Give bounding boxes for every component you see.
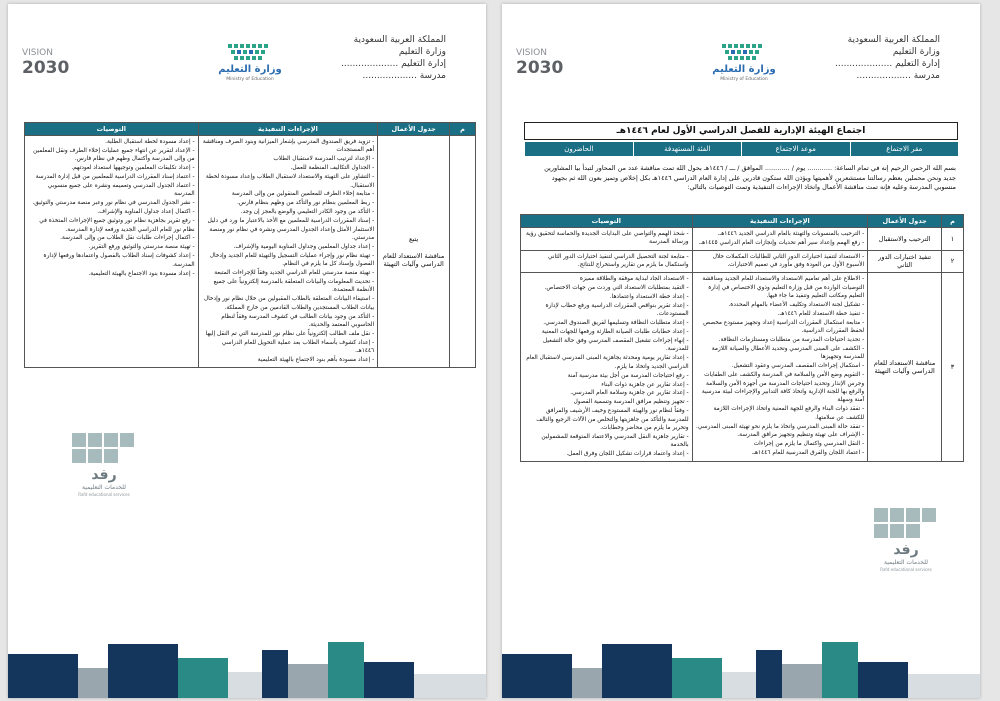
procedure-item: - تهيئة نظام نور وإجراء عمليات التسجيل والتهيئة للعام الجديد وإدخال الفصول وإسناد كل ما يلزم في النظام. bbox=[209, 252, 375, 268]
procedure-item: - الجداول التكاليف المنظمة للعمل. bbox=[290, 165, 375, 172]
recommendation-item: - إعداد واعتماد قرارات تشكيل اللجان وفرق العمل. bbox=[566, 451, 689, 458]
document-page-1 bbox=[502, 4, 980, 698]
procedure-item: - التشاور على التهيئة والاستعداد لاستقبال الطلاب وإعداد مسودة لخطة الاستقبال. bbox=[205, 174, 375, 189]
procedure-item: - تهيئة منصة مدرستي للعام الدراسي الجديد وفقاً للإجراءات المتبعة bbox=[214, 270, 375, 277]
row-procedures bbox=[692, 228, 868, 251]
recommendation-item: - وفقاً لنظام نور والهيئة المستودع وخيف الأرشيف والمرافق للمدرسة والتأكد من جاهزيتها والتخلص من الآلات الرجيع والتالف وتحرير ما يلزم من محاضر وخطابات. bbox=[536, 408, 689, 432]
recommendation-item: - تجهيز وتنظيم مرافق المدرسة وتسمية الفصول bbox=[573, 399, 689, 406]
ministry-text: وزارة التعليم bbox=[398, 47, 446, 57]
recommendation-item: - إعداد مسودة لخطة استقبال الطلبة. bbox=[105, 139, 195, 145]
row-number bbox=[450, 136, 476, 368]
rafd-name: رفد bbox=[91, 467, 117, 483]
procedure-item: - التأكد من وجود بيانات الطالب في كشوف المدرسة وفقاً لنظام الحاسوبي المعتمد والحديثة. bbox=[221, 313, 375, 329]
row-agenda: تنفيذ اختبارات الدور الثاني bbox=[868, 250, 942, 272]
intro-line-1: بسم الله الرحمن الرحيم إنه في تمام الساعة: ............ يوم / ............ الموافق / ـــ / ١٤٤٦هـ بحول الله تمت مناقشة عدد من المحاور لتبدأ بيا المشاورين bbox=[544, 164, 956, 172]
recommendation-item: - الاستعداد الجاد لبداية موفقة والطلاقة مميزة bbox=[579, 276, 689, 283]
vision-label: VISION bbox=[516, 48, 547, 58]
procedure-item: - إسناد المقررات الدراسية للمعلمين مع الأخذ بالاعتبار ما ورد في دليل الاستثمار الأمثل وإعداد الجدول المدرسي ونشره في نظام نور ومنصة مدرستي. bbox=[207, 218, 375, 241]
row-number: ٣ bbox=[942, 273, 964, 462]
rafd-tagline: للخدمات التعليمية bbox=[82, 484, 126, 491]
procedure-item: - إعداد مسودة بأهم بنود الاجتماع بالهيئة التعليمية bbox=[257, 357, 375, 364]
moe-logo-text: وزارة التعليم bbox=[712, 64, 776, 75]
rafd-logo bbox=[68, 429, 140, 499]
vision-2030-logo bbox=[514, 44, 566, 80]
procedure-item: - استيفاء البيانات المتعلقة بالطلاب المقبولين من خلال نظام نور وإدخال بيانات الطلاب المستجدين والطلاب القادمين من خارج المملكة. bbox=[203, 296, 375, 311]
meeting-intro bbox=[526, 164, 956, 193]
vision-label: VISION bbox=[22, 48, 53, 58]
procedure-item: - الترحيب بالمنسوبات والتهنئة بالعام الدراسي الجديد ١٤٤٦هـ. bbox=[717, 231, 865, 237]
row-recommendations bbox=[521, 273, 693, 462]
moe-logo bbox=[214, 42, 286, 82]
intro-line-3: منسوبي المدرسة وعليه فإنه تمت مناقشة الأعمال واتخاذ الإجراءات التنفيذية وتمت التوصيات بالتالي: bbox=[687, 183, 956, 191]
procedure-item: - نقل ملف الطالب إلكترونياً على نظام نور للمدرسة التي تم النقل إليها bbox=[205, 330, 375, 337]
meta-attendees: الحاضرون bbox=[524, 142, 633, 156]
moe-logo-subtext: Ministry of Education bbox=[226, 77, 274, 82]
recommendation-item: - إعداد كشوفات إسناد الطلاب بالفصول واعتمادها ورفعها لإدارة المدرسة. bbox=[43, 253, 195, 268]
procedure-item: - التأكد من وجود الكادر التعليمي والوضع بالعجز إن وجد. bbox=[240, 209, 375, 216]
kingdom-text: المملكة العربية السعودية bbox=[847, 35, 940, 45]
recommendation-item: - اكتمال إجراءات طلبات نقل الطلاب من وإلى المدرسة. bbox=[60, 235, 195, 242]
row-agenda: مناقشة الاستعداد للعام الدراسي وآليات التهيئة bbox=[868, 273, 942, 462]
row-number: ١ bbox=[942, 228, 964, 251]
recommendation-item: - إعداد تقارير عن جاهزية وسلامة العام المدرسي. bbox=[570, 390, 689, 397]
table-row bbox=[521, 228, 964, 251]
recommendation-item: - إعداد متطلبات النظافة وتسليمها لفريق الصندوق المدرسي. bbox=[543, 320, 689, 327]
table-row bbox=[521, 250, 964, 272]
table-row bbox=[25, 136, 476, 368]
meta-location: مقر الاجتماع bbox=[850, 142, 959, 156]
rafd-tagline: للخدمات التعليمية bbox=[884, 559, 928, 566]
col-header-num: م bbox=[942, 215, 964, 228]
procedure-item: - اعتماد اللجان والفرق المدرسية للعام ١٤٤٦هـ. bbox=[751, 450, 865, 457]
recommendation-item: - إعداد تقرير بنواقص المقررات الدراسية ورفع خطاب لإدارة المستودعات. bbox=[545, 302, 689, 318]
footer-decoration bbox=[502, 634, 980, 698]
recommendation-item: - إنهاء إجراءات تشغيل المقصف المدرسي وفق حالة التشغيل للمدرسة. bbox=[543, 337, 689, 353]
ministry-header bbox=[835, 34, 940, 82]
moe-logo-text: وزارة التعليم bbox=[218, 64, 282, 75]
recommendation-item: - اعتماد الجدول المدرسي وتعميمه ونشره على جميع منسوبي المدرسة bbox=[47, 183, 195, 198]
plan-table-continued bbox=[24, 122, 476, 368]
recommendation-item: - نشر الجدول المدرسي في نظام نور وعبر منصة مدرستي والتوثيق. bbox=[32, 200, 195, 207]
directorate-text: إدارة التعليم .................... bbox=[835, 59, 940, 69]
ministry-header bbox=[341, 34, 446, 82]
recommendation-item: - إعداد خطابات طلبات الصيانة الطارئة ورفعها للجهات المعنية bbox=[541, 329, 689, 336]
procedure-item: - الإعداد لترتيب المدرسة لاستقبال الطلاب bbox=[273, 156, 375, 163]
procedure-item: - الكشف على المبنى المدرسي وتحديد الأعطال والصيانة اللازمة للمدرسة وتجهيزها bbox=[711, 345, 865, 361]
meta-date: موعد الاجتماع bbox=[741, 142, 850, 156]
procedure-item: - ربط المعلمين بنظام نور والتأكد من وظهم بنظام فارس. bbox=[237, 200, 375, 207]
recommendation-item: - تهيئة منصة مدرستي والتوثيق ورفع التقرير. bbox=[88, 244, 195, 251]
plan-table bbox=[520, 214, 964, 462]
row-procedures bbox=[198, 136, 378, 368]
row-number: ٢ bbox=[942, 250, 964, 272]
rafd-name: رفد bbox=[893, 542, 919, 558]
procedure-item: - إعداد جداول المعلمين وجداول المناوبة اليومية والإشراف. bbox=[233, 243, 375, 250]
rafd-tagline-en: Rafd educational services bbox=[78, 492, 130, 497]
row-procedures bbox=[692, 250, 868, 272]
recommendation-item: - الإعداد لتقرير عن انتهاء جميع عمليات إخلاء الطرف ونقل المعلمين من وإلى المدرسة وأكتمال وظهم في نظام فارس. bbox=[33, 147, 195, 163]
recommendation-item: - إعداد تكليفات المعلمين وتوجيهها استعداد لعودتهم. bbox=[71, 165, 195, 172]
recommendation-item: - متابعة لجنة التحصيل الدراسي لتنفيذ اختبارات الدور الثاني واستكمال ما يلزم من تقارير واستخراج للنتائج. bbox=[548, 253, 689, 269]
recommendation-item: - تقارير جاهزية النقل المدرسي والاعتماد المتوقعة للمشمولين بالخدمة bbox=[541, 433, 689, 449]
vision-year: 2030 bbox=[22, 58, 70, 78]
moe-logo bbox=[708, 42, 780, 82]
procedure-item: - تحديد احتياجات المدرسة من متطلبات ومستلزمات النظافة. bbox=[718, 336, 865, 343]
footer-decoration bbox=[8, 634, 486, 698]
table-header-row bbox=[521, 215, 964, 228]
ministry-text: وزارة التعليم bbox=[892, 47, 940, 57]
row-recommendations bbox=[521, 228, 693, 251]
kingdom-text: المملكة العربية السعودية bbox=[353, 35, 446, 45]
vision-year: 2030 bbox=[516, 58, 564, 78]
meta-audience: الفئة المستهدفة bbox=[633, 142, 742, 156]
procedure-item: - تنفيذ خطة الاستعداد للعام ١٤٤٦هـ. bbox=[777, 310, 865, 317]
recommendation-item: - إعداد خطة الاستعداد واعتمادها. bbox=[609, 293, 689, 300]
rafd-logo bbox=[870, 504, 942, 574]
row-recommendations bbox=[25, 136, 199, 368]
row-recommendations bbox=[521, 250, 693, 272]
meeting-meta-row bbox=[524, 142, 958, 156]
row-agenda: يتبع مناقشة الاستعداد للعام الدراسي وآليات التهيئة bbox=[378, 136, 450, 368]
col-header-agenda: جدول الأعمال bbox=[868, 215, 942, 228]
row-procedures bbox=[692, 273, 868, 462]
school-text: مدرسة ................... bbox=[856, 71, 940, 81]
recommendation-item: - إعداد تقارير عن جاهزية ذوات البناء bbox=[601, 381, 689, 388]
table-row bbox=[521, 273, 964, 462]
recommendation-item: - اعتماد إسناد المقررات الدراسية للمعلمين من قبل إدارة المدرسة bbox=[35, 174, 195, 181]
recommendation-item: - إعداد مسودة بنود الاجتماع بالهيئة التعليمية. bbox=[88, 270, 195, 277]
procedure-item: - الإشراف على تهيئة وتنظيم وتجهيز مرافق المدرسة. bbox=[737, 432, 865, 439]
procedure-item: - تحديث المعلومات والبيانات المتعلقة بالمدرسة إلكترونياً على جميع الأنظمة المعتمدة. bbox=[213, 279, 375, 294]
procedure-item: - إعداد كشوف بأسماء الطلاب بعد عملية التحويل للعام الدراسي ١٤٤٦هـ. bbox=[221, 339, 375, 355]
school-text: مدرسة ................... bbox=[362, 71, 446, 81]
procedure-item: - متابعة استكمال المقررات الدراسية إعداد وتجهيز مستودع مخصص لحفظ المقررات الدراسية. bbox=[703, 319, 865, 335]
procedure-item: - تزويد فريق الصندوق المدرسي بإشعار الميزانية وبنود الصرف ومناقشة أهم المستجدات bbox=[202, 139, 375, 154]
row-agenda: الترحيب والاستقبال bbox=[868, 228, 942, 251]
table-header-row bbox=[25, 123, 476, 136]
col-header-procedures: الإجراءات التنفيذية bbox=[692, 215, 868, 228]
recommendation-item: - التقيد بمتطلبات الاستعداد التي وردت من جهات الاختصاص. bbox=[544, 285, 689, 292]
rafd-tagline-en: Rafd educational services bbox=[880, 567, 932, 572]
recommendation-item: - إعداد تقارير يومية ومحدثة بجاهزية المبنى المدرسي لاستقبال العام الدراسي الجديد واتخاذ ما يلزم. bbox=[526, 355, 689, 370]
moe-logo-subtext: Ministry of Education bbox=[720, 77, 768, 82]
directorate-text: إدارة التعليم .................... bbox=[341, 59, 446, 69]
document-page-2 bbox=[8, 4, 486, 698]
procedure-item: - الاستعداد لتنفيذ اختبارات الدور الثاني للطالبات المكملات خلال الأسبوع الأول من العودة وفق مأورد في تعميم الاختبارات. bbox=[712, 253, 865, 269]
procedure-item: - تشكيل لجنة الاستعداد وتكليف الأعضاء بالمهام المحددة. bbox=[728, 301, 865, 308]
recommendation-item: - اكتمال إعداد جداول المناوبة والإشراف. bbox=[97, 209, 195, 216]
col-header-recommendations: التوصيات bbox=[521, 215, 693, 228]
col-header-agenda: جدول الأعمال bbox=[378, 123, 450, 136]
recommendation-item: - رفع تقرير بجاهزية نظام نور وتوثيق جميع الإجراءات المتخذة في نظام نور للعام الدراسي الجديد ورفعه لإدارة المدرسة. bbox=[39, 218, 195, 233]
recommendation-item: - شحذ الهمم والتواصي على البدايات الجديدة والحماسة لتحقيق رؤية ورسالة المدرسة bbox=[525, 231, 689, 246]
procedure-item: - النقل المدرسي واكتمال ما يلزم من إجراءات bbox=[753, 441, 865, 448]
recommendation-item: - رفع احتياجات المدرسة من أجل بيئة مدرسية آمنة bbox=[567, 372, 689, 379]
intro-line-2: جديد ونحن محملين بعظم رسالتنا مستشعرين لأهميتها ويؤذن الله ستكون قادرين على إدارة العام الدراسي ١٤٤٦هـ بكل إخلاص وتميز بعون الله ثم بجهود bbox=[551, 173, 956, 182]
col-header-procedures: الإجراءات التنفيذية bbox=[198, 123, 378, 136]
procedure-item: - رفع الهمم وإعداد سير أهم تحديات وإنجازات العام الدراسي ١٤٤٥هـ. bbox=[698, 239, 865, 246]
vision-2030-logo bbox=[20, 44, 72, 80]
procedure-item: - تفقد حالة المبنى المدرسي واتخاذ ما يلزم نحو تهيئة المبنى المدرسي. bbox=[696, 423, 865, 430]
report-title: اجتماع الهيئة الإدارية للفصل الدراسي الأول لعام ١٤٤٦هـ bbox=[524, 122, 958, 140]
procedure-item: - التقويم وضع الأمن والسلامة في المدرسة والكشف على الطفايات وجرس الإنذار وتحديد احتياجات المدرسة من أجهزة الأمن والسلامة والرفع بها للجنة الإدارية واتخاذ كافة التدابير والإجراءات لبيئة مدرسية آمنة وسهلة bbox=[701, 372, 865, 404]
procedure-item: - استكمال إجراءات المقصف المدرسي وعقود التشغيل. bbox=[731, 363, 865, 370]
col-header-num: م bbox=[450, 123, 476, 136]
procedure-item: - متابعة إخلاء الطرف للمعلمين المنقولين من وإلى المدرسة bbox=[231, 191, 375, 198]
procedure-item: - تفقد ذوات البناء والرفع للجهة المعنية واتخاذ الإجراءات اللازمة للكشف عن سلامتها. bbox=[713, 406, 865, 421]
col-header-recommendations: التوصيات bbox=[25, 123, 199, 136]
procedure-item: - الاطلاع على أهم تعاميم الاستعداد والاستعداد للعام الجديد ومناقشة التوصيات الواردة من قبل وزارة التعليم وذوي الاختصاص في إدارة التعليم ومكاتب التعليم وتنفيذ ما جاء فيها. bbox=[702, 276, 865, 299]
